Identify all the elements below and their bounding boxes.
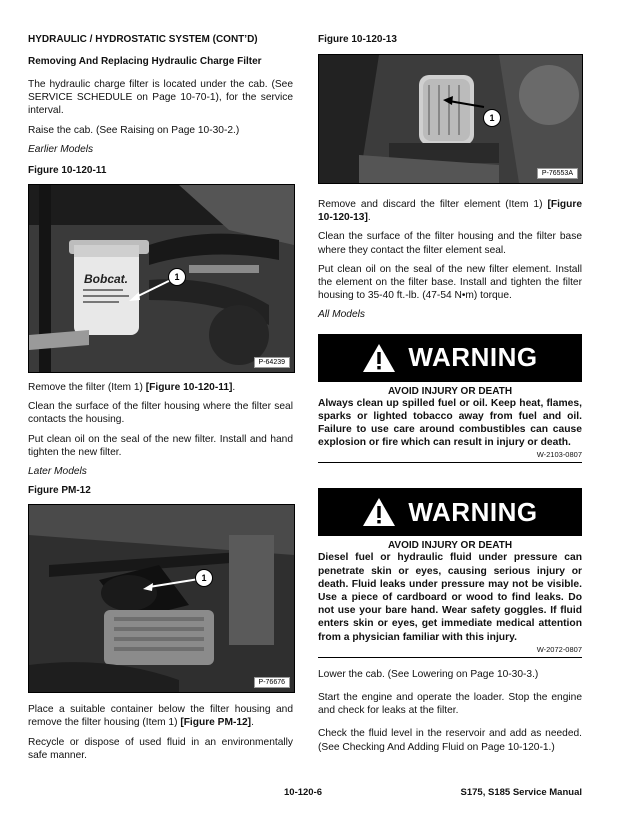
warning-pressure [318,488,582,657]
later-models-label: Later Models [28,466,87,478]
figure-reference: [Figure 10-120-13] [318,199,582,224]
item-1-callout: 1 [195,569,213,587]
item-1-callout: 1 [483,109,501,127]
discard-element-paragraph: Remove and discard the filter element (Item 1) [Figure 10-120-13]. [318,199,582,224]
clean-base-paragraph: Clean the surface of the filter housing and the filter base where they contact the filter element seal. [318,231,582,256]
figure-10-120-11-photo [28,184,295,373]
figure-reference: [Figure PM-12] [180,717,252,729]
figure-10-120-11-label: Figure 10-120-11 [28,165,107,177]
warning-triangle-icon [362,343,396,373]
figure-10-120-13-photo [318,54,583,184]
photo-code: P-76676 [254,677,290,688]
all-models-label: All Models [318,309,365,321]
warning-text: Diesel fuel or hydraulic fluid under pressure can penetrate skin or eyes, causing serious injury or death. Fluid leaks under pressure may not be visible. Use a piece of cardboard or wood to find leaks. Do not use your bare hand. Wear safety goggles. If fluid enters skin or eyes, get immediate medical attention from a physician familiar with this injury. [318,552,582,643]
warning-rule [318,462,582,463]
install-element-paragraph: Put clean oil on the seal of the new filter element. Install the element on the filter base. Install and tighten the filter housing to 35-40 ft.-lb. (47-54 N•m) torque. [318,263,582,302]
photo-code: P-64239 [254,357,290,368]
warning-title: WARNING [408,496,538,527]
left-column [28,30,293,762]
recycle-paragraph: Recycle or dispose of used fluid in an environmentally safe manner. [28,736,293,761]
filter-brand-label: Bobcat. [84,272,129,287]
warning-rule [318,657,582,658]
check-fluid-paragraph: Check the fluid level in the reservoir and add as needed. (See Checking And Adding Fluid on Page 10-120-1.) [318,728,582,753]
figure-pm-12-label: Figure PM-12 [28,485,91,497]
warning-fire [318,334,582,464]
avoid-injury-heading: AVOID INJURY OR DEATH [387,540,513,552]
clean-surface-paragraph: Clean the surface of the filter housing where the filter seal contacts the housing. [28,401,293,426]
warning-triangle-icon [362,497,396,527]
start-engine-paragraph: Start the engine and operate the loader. Stop the engine and check for leaks at the filter. [318,692,582,717]
lower-cab-paragraph: Lower the cab. (See Lowering on Page 10-30-3.) [318,668,539,680]
raise-cab-paragraph: Raise the cab. (See Raising on Page 10-30-2.) [28,124,240,136]
warning-text: Always clean up spilled fuel or oil. Keep heat, flames, sparks or lighted tobacco away from fuel and oil. Failure to use care around combustibles can cause explosion or fire which can result in injury or death. [318,397,582,449]
section-title: HYDRAULIC / HYDROSTATIC SYSTEM (CONT’D) [28,34,258,45]
warning-code: W-2072-0807 [536,644,582,654]
warning-title: WARNING [408,342,538,373]
warning-banner [318,334,582,382]
warning-code: W-2103-0807 [536,450,582,460]
remove-filter-paragraph: Remove the filter (Item 1) [Figure 10-120-11]. [28,382,236,394]
right-column [318,30,582,754]
figure-pm-12-photo [28,504,295,693]
intro-paragraph: The hydraulic charge filter is located under the cab. (See SERVICE SCHEDULE on Page 10-70-1), for the service interval. [28,79,293,117]
warning-banner [318,488,582,536]
item-1-callout: 1 [168,268,186,286]
page-number: 10-120-6 [284,787,323,798]
oil-seal-paragraph: Put clean oil on the seal of the new filter. Install and hand tighten the new filter. [28,433,293,458]
container-paragraph: Place a suitable container below the filter housing and remove the filter housing (Item 1) [Figure PM-12]. [28,704,293,729]
figure-reference: [Figure 10-120-11] [145,382,233,394]
avoid-injury-heading: AVOID INJURY OR DEATH [387,385,513,397]
photo-code: P-76553A [537,168,578,179]
earlier-models-label: Earlier Models [28,143,94,155]
procedure-heading: Removing And Replacing Hydraulic Charge Filter [28,56,262,67]
manual-title: S175, S185 Service Manual [460,787,582,798]
figure-10-120-13-label: Figure 10-120-13 [318,34,397,45]
